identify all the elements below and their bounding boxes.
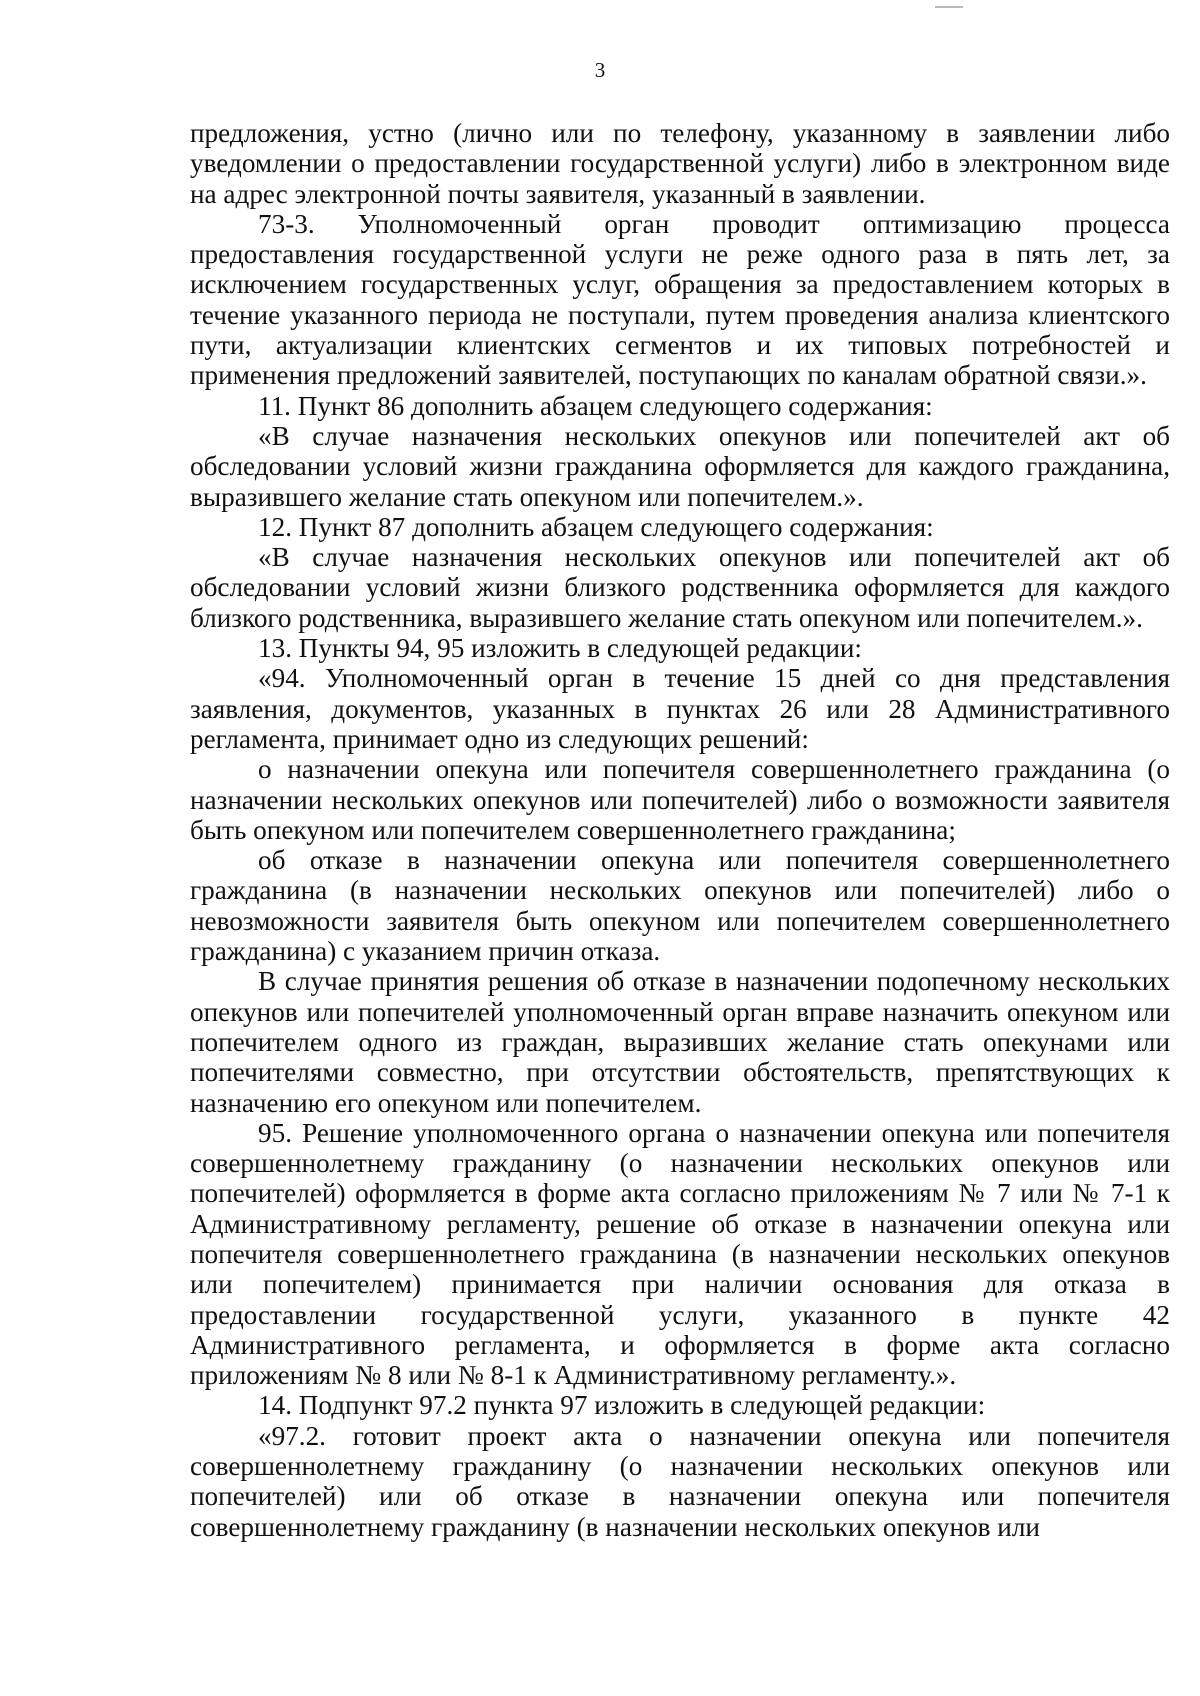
paragraph-item-11: 11. Пункт 86 дополнить абзацем следующего содержания: bbox=[258, 390, 933, 421]
document-body bbox=[190, 118, 1170, 1542]
paragraph-97-2: «97.2. готовит проект акта о назначении опекуна или попечителя совершеннолетнему гражданину (о назначении нескольких опекунов или попечителей) или об отказе в назначении опекуна или попечителя совершеннолетнему гражданину (в назначении нескольких опекунов или bbox=[190, 1420, 1170, 1542]
paragraph-95: 95. Решение уполномоченного органа о назначении опекуна или попечителя совершеннолетнему гражданину (о назначении нескольких опекунов или попечителей) оформляется в форме акта согласно приложениям № 7 или № 7-1 к Административному регламенту, решение об отказе в назначении опекуна или попечителя совершеннолетнего гражданина (в назначении нескольких опекунов или попечителем) принимается при наличии основания для отказа в предоставлении государственной услуги, указанного в пункте 42 Административного регламента, и оформляется в форме акта согласно приложениям № 8 или № 8-1 к Административному регламенту.». bbox=[190, 1117, 1170, 1391]
paragraph-quote-87: «В случае назначения нескольких опекунов или попечителей акт об обследовании условий жизни близкого родственника оформляется для каждого близкого родственника, выразившего желание стать опекуном или попечителем.». bbox=[190, 542, 1170, 633]
paragraph-94: «94. Уполномоченный орган в течение 15 дней со дня представления заявления, документов, указанных в пунктах 26 или 28 Административного регламента, принимает одно из следующих решений: bbox=[190, 663, 1170, 754]
scan-mark bbox=[935, 6, 963, 8]
paragraph-quote-86: «В случае назначения нескольких опекунов или попечителей акт об обследовании условий жизни гражданина оформляется для каждого гражданина, выразившего желание стать опекуном или попечителем.». bbox=[190, 420, 1170, 512]
paragraph-item-12: 12. Пункт 87 дополнить абзацем следующего содержания: bbox=[258, 511, 934, 542]
paragraph-73-3: 73-3. Уполномоченный орган проводит оптимизацию процесса предоставления государственной услуги не реже одного раза в пять лет, за исключением государственных услуг, обращения за предоставлением которых в течение указанного периода не поступали, путем проведения анализа клиентского пути, актуализации клиентских сегментов и их типовых потребностей и применения предложений заявителей, поступающих по каналам обратной связи.». bbox=[190, 208, 1170, 391]
page-number: 3 bbox=[594, 58, 606, 82]
paragraph-continuation: предложения, устно (лично или по телефону, указанному в заявлении либо уведомлении о предоставлении государственной услуги) либо в электронном виде на адрес электронной почты заявителя, указанный в заявлении. bbox=[190, 118, 1170, 209]
paragraph-refusal-case: В случае принятия решения об отказе в назначении подопечному нескольких опекунов или попечителей уполномоченный орган вправе назначить опекуном или попечителем одного из граждан, выразивших желание стать опекунами или попечителями совместно, при отсутствии обстоятельств, препятствующих к назначению его опекуном или попечителем. bbox=[190, 966, 1170, 1118]
paragraph-decision-refuse: об отказе в назначении опекуна или попечителя совершеннолетнего гражданина (в назначении нескольких опекунов или попечителей) либо о невозможности заявителя быть опекуном или попечителем совершеннолетнего гражданина) с указанием причин отказа. bbox=[190, 845, 1170, 967]
paragraph-item-14: 14. Подпункт 97.2 пункта 97 изложить в следующей редакции: bbox=[258, 1390, 986, 1421]
paragraph-item-13: 13. Пункты 94, 95 изложить в следующей редакции: bbox=[258, 633, 862, 664]
paragraph-decision-appoint: о назначении опекуна или попечителя совершеннолетнего гражданина (о назначении нескольких опекунов или попечителей) либо о возможности заявителя быть опекуном или попечителем совершеннолетнего гражданина; bbox=[190, 754, 1170, 845]
